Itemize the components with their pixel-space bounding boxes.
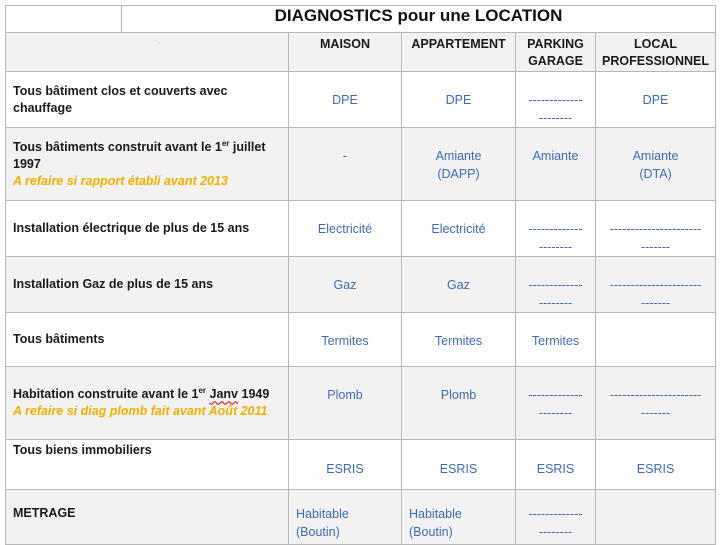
cell-maison: Gaz bbox=[289, 257, 402, 313]
dash-line: ---------------------- bbox=[609, 278, 702, 292]
row-label bbox=[6, 128, 289, 201]
row-label-text: juillet bbox=[229, 139, 266, 154]
dash-line: ------------- bbox=[528, 278, 583, 292]
col-header-parking-line1: PARKING bbox=[527, 37, 584, 51]
table-row bbox=[6, 367, 716, 440]
dash-line: ------------- bbox=[528, 507, 583, 521]
title-row bbox=[6, 6, 716, 33]
diagnostics-table bbox=[5, 5, 716, 545]
dash-line: ------- bbox=[640, 296, 671, 310]
row-label-sup: er bbox=[221, 138, 230, 148]
row-label: Installation électrique de plus de 15 ans bbox=[6, 201, 289, 257]
dash-line: ------------- bbox=[528, 93, 583, 107]
cell-maison: DPE bbox=[289, 72, 402, 128]
cell-parking bbox=[516, 72, 596, 128]
cell-parking bbox=[516, 367, 596, 440]
cell-local: DPE bbox=[596, 72, 716, 128]
title-blank-cell bbox=[6, 6, 122, 33]
cell-appartement bbox=[402, 490, 516, 545]
row-label: Tous biens immobiliers bbox=[6, 440, 289, 490]
cell-maison: ESRIS bbox=[289, 440, 402, 490]
cell-local bbox=[596, 313, 716, 367]
cell-appartement bbox=[402, 128, 516, 201]
dash-line: ------- bbox=[640, 406, 671, 420]
row-label-text: 1949 bbox=[238, 387, 270, 401]
cell-maison: Electricité bbox=[289, 201, 402, 257]
cell-parking: Termites bbox=[516, 313, 596, 367]
row-note: A refaire si diag plomb fait avant Août 2011 bbox=[13, 404, 268, 418]
cell-local bbox=[596, 201, 716, 257]
row-label: Installation Gaz de plus de 15 ans bbox=[6, 257, 289, 313]
dash-line: ------- bbox=[640, 240, 671, 254]
cell-local bbox=[596, 257, 716, 313]
row-label-text: Habitation construite avant le 1 bbox=[13, 387, 199, 401]
row-label-sup: er bbox=[198, 385, 207, 395]
cell-line: (Boutin) bbox=[296, 525, 340, 539]
cell-local: ESRIS bbox=[596, 440, 716, 490]
cell-appartement: DPE bbox=[402, 72, 516, 128]
row-label-misspelled: Janv bbox=[209, 387, 239, 401]
corner-mark: ' bbox=[158, 41, 160, 50]
col-header-maison: MAISON bbox=[289, 33, 402, 72]
cell-parking: ESRIS bbox=[516, 440, 596, 490]
cell-parking bbox=[516, 490, 596, 545]
cell-appartement: Termites bbox=[402, 313, 516, 367]
cell-line: (DTA) bbox=[639, 167, 672, 181]
row-note: A refaire si rapport établi avant 2013 bbox=[13, 173, 228, 188]
cell-local bbox=[596, 490, 716, 545]
row-label: Tous bâtiments bbox=[6, 313, 289, 367]
row-label: METRAGE bbox=[6, 490, 289, 545]
cell-line: Habitable bbox=[409, 507, 462, 521]
cell-line: Amiante bbox=[632, 149, 679, 163]
col-header-local bbox=[596, 33, 716, 72]
col-header-parking-line2: GARAGE bbox=[528, 54, 583, 68]
dash-line: ------------- bbox=[528, 388, 583, 402]
col-header-local-line1: LOCAL bbox=[634, 37, 678, 51]
dash-line: ---------------------- bbox=[609, 388, 702, 402]
cell-appartement: Gaz bbox=[402, 257, 516, 313]
cell-parking bbox=[516, 257, 596, 313]
cell-parking bbox=[516, 201, 596, 257]
row-label bbox=[6, 367, 289, 440]
dash-line: -------- bbox=[538, 240, 573, 254]
cell-appartement: ESRIS bbox=[402, 440, 516, 490]
dash-line: -------- bbox=[538, 296, 573, 310]
table-row bbox=[6, 257, 716, 313]
header-corner-cell bbox=[6, 33, 289, 72]
row-label-line1: Tous bâtiment clos et couverts avec bbox=[13, 83, 228, 98]
col-header-appartement: APPARTEMENT bbox=[402, 33, 516, 72]
cell-line: (Boutin) bbox=[409, 525, 453, 539]
cell-maison: Plomb bbox=[289, 367, 402, 440]
col-header-parking bbox=[516, 33, 596, 72]
cell-line: (DAPP) bbox=[437, 167, 480, 181]
dash-line: -------- bbox=[538, 406, 573, 420]
cell-appartement: Plomb bbox=[402, 367, 516, 440]
cell-parking: Amiante bbox=[516, 128, 596, 201]
dash-line: -------- bbox=[538, 111, 573, 125]
cell-local bbox=[596, 367, 716, 440]
page-title: DIAGNOSTICS pour une LOCATION bbox=[122, 6, 716, 33]
row-label-text: Tous bâtiments construit avant le 1 bbox=[13, 139, 222, 154]
table-row bbox=[6, 490, 716, 545]
table-row bbox=[6, 201, 716, 257]
dash-line: ------------- bbox=[528, 222, 583, 236]
table-row bbox=[6, 440, 716, 490]
cell-maison: - bbox=[289, 128, 402, 201]
cell-line: Amiante bbox=[435, 149, 482, 163]
col-header-local-line2: PROFESSIONNEL bbox=[602, 54, 710, 68]
row-label-line2: chauffage bbox=[13, 100, 73, 115]
cell-appartement: Electricité bbox=[402, 201, 516, 257]
dash-line: -------- bbox=[538, 525, 573, 539]
header-row bbox=[6, 33, 716, 72]
cell-maison: Termites bbox=[289, 313, 402, 367]
table-row bbox=[6, 313, 716, 367]
cell-local bbox=[596, 128, 716, 201]
row-label bbox=[6, 72, 289, 128]
table-row bbox=[6, 72, 716, 128]
dash-line: ---------------------- bbox=[609, 222, 702, 236]
cell-maison bbox=[289, 490, 402, 545]
cell-line: Habitable bbox=[296, 507, 349, 521]
table-row bbox=[6, 128, 716, 201]
row-label-line2: 1997 bbox=[13, 156, 41, 171]
